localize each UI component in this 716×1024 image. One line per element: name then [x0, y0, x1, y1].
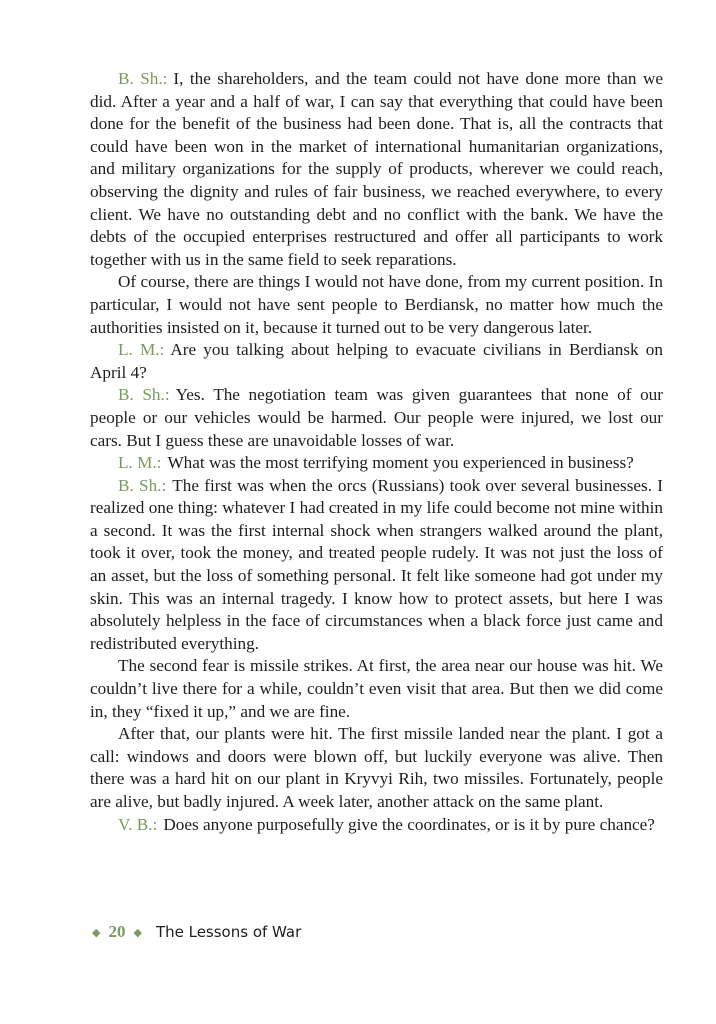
paragraph — [90, 384, 663, 452]
paragraph — [90, 655, 663, 723]
paragraph-text: Of course, there are things I would not have done, from my current position. In particular, I would not have sent people to Berdiansk, no matter how much the authorities insisted on it, because it turned out to be very dangerous later. — [90, 272, 663, 337]
diamond-ornament-icon: ◆ — [133, 925, 142, 939]
book-title: The Lessons of War — [155, 923, 302, 941]
paragraph-text: The second fear is missile strikes. At first, the area near our house was hit. We couldn’t live there for a while, couldn’t even visit that area. But then we did come in, they “fixed it up,” and we are fine. — [90, 656, 663, 721]
speaker-label: B. Sh.: — [118, 69, 168, 88]
page-body — [90, 68, 663, 836]
paragraph-text: I, the shareholders, and the team could not have done more than we did. After a year and a half of war, I can say that everything that could have been done for the benefit of the business had been done. That is, all the contracts that could have been won in the market of international humanitarian organizations, and military organizations for the supply of products, wherever we could reach, observing the dignity and rules of fair business, we reached everywhere, to every client. We have no outstanding debt and no conflict with the bank. We have the debts of the occupied enterprises restructured and offer all participants to work together with us in the same field to seek reparations. — [90, 69, 663, 269]
paragraph-text: After that, our plants were hit. The first missile landed near the plant. I got a call: windows and doors were blown off, but luckily everyone was alive. Then there was a hard hit on our plant in Kryvyi Rih, two missiles. Fortunately, people are alive, but badly injured. A week later, another attack on the same plant. — [90, 724, 663, 811]
paragraph — [90, 271, 663, 339]
speaker-label: L. M.: — [118, 453, 162, 473]
page-number: 20 — [108, 922, 126, 941]
paragraph — [90, 723, 663, 813]
speaker-label: B. Sh.: — [118, 475, 167, 495]
paragraph-text: Does anyone purposefully give the coordinates, or is it by pure chance? — [163, 814, 655, 834]
paragraph — [90, 68, 663, 271]
paragraph — [90, 475, 663, 656]
speaker-label: L. M.: — [118, 340, 165, 360]
paragraph-text: Are you talking about helping to evacuate civilians in Berdiansk on April 4? — [90, 340, 663, 382]
paragraph-text: The first was when the orcs (Russians) took over several businesses. I realized one thing: whatever I had created in my life could become not mine within a second. It was the first internal shock when strangers walked around the plant, took it over, took the money, and treated people rudely. It was not just the loss of an asset, but the loss of something personal. It felt like someone had got under my skin. This was an internal tragedy. I know how to protect assets, but here I was absolutely helpless in the face of circumstances when a black force just came and redistributed everything. — [90, 475, 663, 653]
speaker-label: V. B.: — [118, 814, 158, 834]
paragraph — [90, 339, 663, 384]
speaker-label: B. Sh.: — [118, 385, 170, 405]
paragraph-text: Yes. The negotiation team was given guarantees that none of our people or our vehicles would be harmed. Our people were injured, we lost our cars. But I guess these are unavoidable losses of war. — [90, 385, 663, 450]
diamond-ornament-icon: ◆ — [92, 925, 101, 939]
paragraph — [90, 814, 663, 837]
page-footer — [92, 922, 301, 942]
paragraph-text: What was the most terrifying moment you experienced in business? — [167, 453, 634, 473]
paragraph — [90, 452, 663, 475]
